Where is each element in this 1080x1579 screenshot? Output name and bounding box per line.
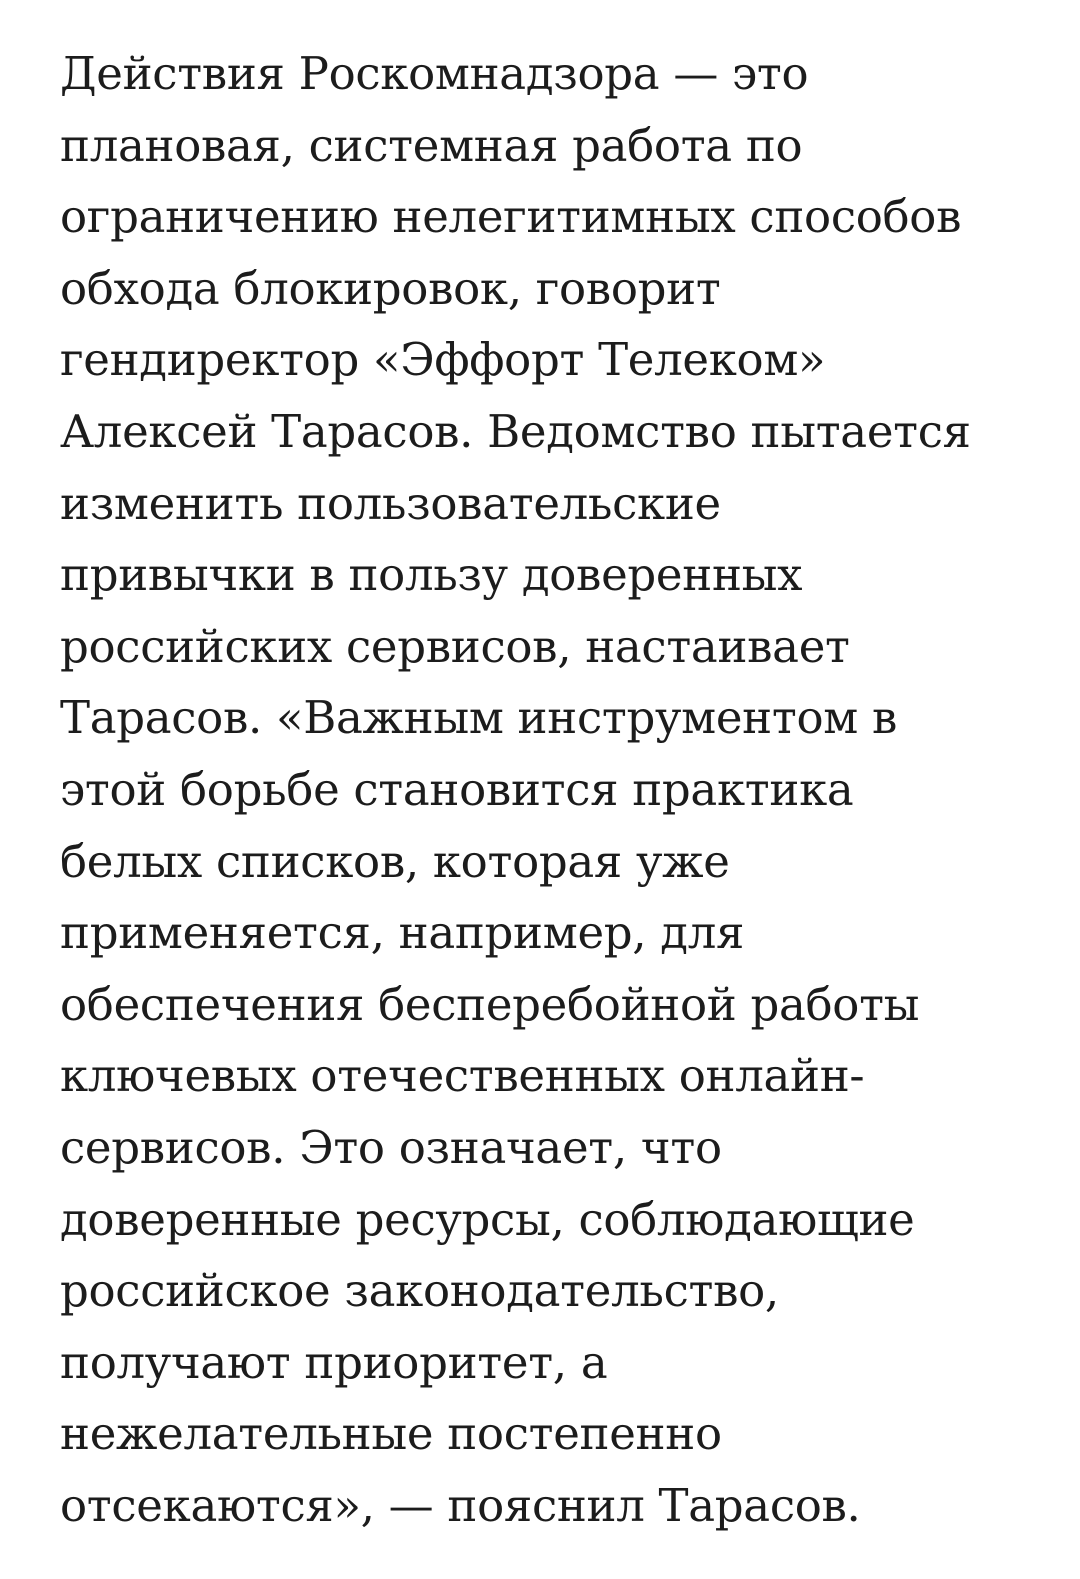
paragraph-line: Алексей Тарасов. Ведомство пытается (60, 404, 971, 458)
paragraph-line: Действия Роскомнадзора — это (60, 47, 809, 100)
paragraph-line: белых списков, которая уже (60, 834, 730, 888)
paragraph-line: Тарасов. «Важным инструментом в (60, 691, 897, 745)
paragraph-line: гендиректор «Эффорт Телеком» (60, 333, 826, 387)
paragraph-line: применяется, например, для (60, 906, 745, 960)
paragraph-line: нежелательные постепенно (60, 1407, 722, 1461)
article-paragraph (60, 38, 1050, 1541)
paragraph-line: ограничению нелегитимных способов (60, 190, 962, 244)
paragraph-line: обхода блокировок, говорит (60, 261, 721, 315)
paragraph-line: плановая, системная работа по (60, 118, 803, 172)
paragraph-line: отсекаются», — пояснил Тарасов. (60, 1478, 861, 1532)
paragraph-line: доверенные ресурсы, соблюдающие (60, 1192, 915, 1246)
paragraph-line: привычки в пользу доверенных (60, 548, 803, 602)
paragraph-line: российское законодательство, (60, 1264, 779, 1318)
paragraph-line: получают приоритет, а (60, 1335, 608, 1389)
paragraph-line: сервисов. Это означает, что (60, 1120, 722, 1174)
paragraph-line: этой борьбе становится практика (60, 762, 854, 816)
paragraph-line: ключевых отечественных онлайн- (60, 1049, 865, 1103)
paragraph-line: обеспечения бесперебойной работы (60, 977, 920, 1031)
paragraph-line: российских сервисов, настаивает (60, 619, 850, 673)
paragraph-line: изменить пользовательские (60, 476, 721, 530)
